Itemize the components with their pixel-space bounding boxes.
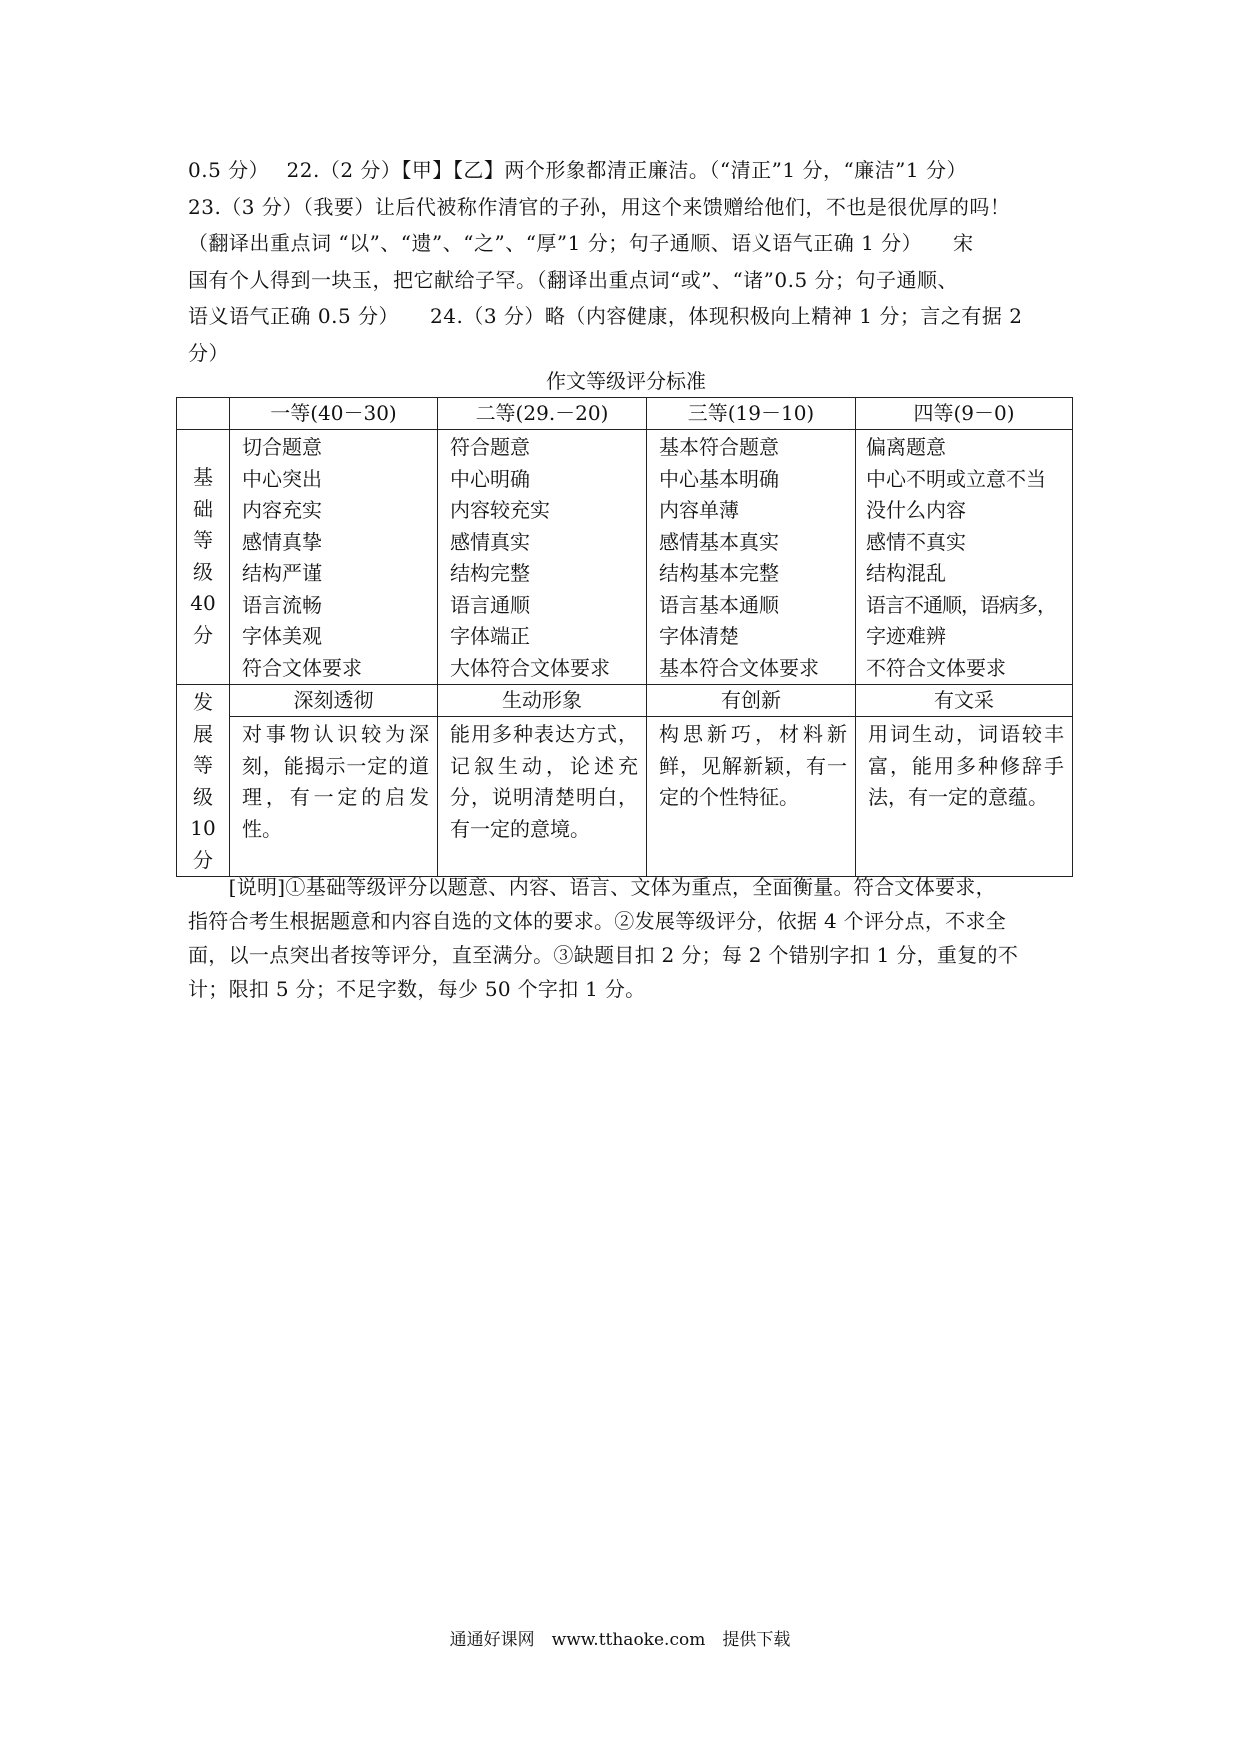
criterion-item: 内容单薄 (659, 498, 739, 522)
basic-cell-grade-4 (856, 430, 1073, 685)
label-char: 级 (193, 559, 213, 584)
basic-cell-grade-2 (438, 430, 647, 685)
note-line: 指符合考生根据题意和内容自选的文体的要求。②发展等级评分，依据 4 个评分点，不求全 (188, 909, 1007, 933)
development-text-1: 对事物认识较为深刻，能揭示一定的道理，有一定的启发性。 (230, 717, 438, 877)
criterion-item: 感情真实 (450, 529, 530, 554)
label-char: 展 (193, 721, 213, 746)
criterion-item: 感情基本真实 (659, 529, 779, 554)
criterion-item: 语言通顺 (450, 592, 530, 617)
label-char: 分 (193, 622, 213, 647)
table-title: 作文等级评分标准 (546, 369, 706, 393)
criterion-item: 内容充实 (242, 498, 322, 522)
criterion-item: 语言不通顺，语病多， (866, 592, 1056, 617)
basic-level-row (177, 430, 1073, 685)
development-text-4: 用词生动，词语较丰富，能用多种修辞手法，有一定的意蕴。 (856, 717, 1073, 877)
grading-table (176, 397, 1073, 877)
header-cell-empty (177, 398, 230, 430)
basic-cell-grade-3 (647, 430, 856, 685)
criterion-item: 基本符合文体要求 (659, 655, 819, 680)
header-cell-grade-3: 三等(19－10) (647, 398, 856, 430)
development-header-2: 生动形象 (438, 685, 647, 717)
note-line: 面，以一点突出者按等评分，直至满分。③缺题目扣 2 分；每 2 个错别字扣 1 分，重复的不 (188, 943, 1019, 967)
criterion-item: 没什么内容 (866, 498, 966, 522)
answer-line: 国有个人得到一块玉，把它献给子罕。（翻译出重点词“或”、“诸”0.5 分；句子通顺、 (188, 267, 959, 292)
criterion-item: 字体端正 (450, 624, 530, 648)
criterion-item: 大体符合文体要求 (450, 655, 610, 680)
criterion-item: 中心不明或立意不当 (866, 466, 1046, 491)
table-header-row (177, 398, 1073, 430)
development-header-4: 有文采 (856, 685, 1073, 717)
answer-line: 语义语气正确 0.5 分） 24.（3 分）略（内容健康，体现积极向上精神 1 分；言之有据 2 (188, 304, 1023, 328)
label-char: 基 (193, 465, 213, 489)
criterion-item: 语言基本通顺 (659, 592, 779, 617)
criterion-item: 字体清楚 (659, 624, 739, 648)
label-char: 40 (190, 591, 216, 615)
criterion-item: 不符合文体要求 (866, 655, 1006, 680)
criterion-item: 结构基本完整 (659, 561, 779, 585)
criterion-item: 字体美观 (242, 624, 322, 648)
criterion-item: 中心突出 (242, 466, 322, 491)
answer-paragraph (188, 152, 1068, 371)
label-char: 等 (193, 753, 213, 777)
answer-line: 分） (188, 340, 229, 365)
criterion-item: 中心基本明确 (659, 466, 779, 491)
criterion-item: 符合题意 (450, 435, 530, 459)
note-line: [说明]①基础等级评分以题意、内容、语言、文体为重点，全面衡量。符合文体要求， (188, 875, 996, 899)
criterion-item: 中心明确 (450, 466, 530, 491)
development-header-3: 有创新 (647, 685, 856, 717)
criterion-item: 切合题意 (242, 435, 322, 459)
criterion-item: 感情不真实 (866, 529, 966, 554)
development-text-3: 构思新巧，材料新鲜，见解新颖，有一定的个性特征。 (647, 717, 856, 877)
header-cell-grade-4: 四等(9－0) (856, 398, 1073, 430)
criterion-item: 偏离题意 (866, 435, 946, 459)
criterion-item: 符合文体要求 (242, 655, 362, 680)
scoring-note (188, 870, 1068, 1006)
answer-line: 23.（3 分）（我要）让后代被称作清官的子孙，用这个来馈赠给他们，不也是很优厚的吗！ (188, 194, 1011, 219)
header-cell-grade-1: 一等(40－30) (230, 398, 438, 430)
note-line: 计；限扣 5 分；不足字数，每少 50 个字扣 1 分。 (188, 977, 646, 1001)
development-text-row (177, 717, 1073, 877)
criterion-item: 字迹难辨 (866, 624, 946, 648)
label-char: 等 (193, 528, 213, 552)
development-header-row (177, 685, 1073, 717)
criterion-item: 基本符合题意 (659, 435, 779, 459)
label-char: 分 (193, 847, 213, 872)
page-footer: 通通好课网 www.tthaoke.com 提供下载 (449, 1630, 791, 1650)
criterion-item: 感情真挚 (242, 529, 322, 554)
development-level-label (177, 685, 230, 877)
development-text-2: 能用多种表达方式，记叙生动，论述充分，说明清楚明白，有一定的意境。 (438, 717, 647, 877)
criterion-item: 结构混乱 (866, 561, 946, 585)
header-cell-grade-2: 二等(29.－20) (438, 398, 647, 430)
basic-level-label (177, 430, 230, 685)
label-char: 础 (193, 496, 213, 521)
answer-line: （翻译出重点词 “以”、“遗”、“之”、“厚”1 分；句子通顺、语义语气正确 1 分） 宋 (188, 231, 974, 255)
answer-line: 0.5 分） 22.（2 分）【甲】【乙】两个形象都清正廉洁。（“清正”1 分，“廉洁”1 分） (188, 158, 967, 182)
criterion-item: 语言流畅 (242, 592, 322, 617)
criterion-item: 结构完整 (450, 561, 530, 585)
label-char: 级 (193, 784, 213, 809)
label-char: 10 (190, 816, 216, 840)
label-char: 发 (193, 690, 213, 714)
criterion-item: 内容较充实 (450, 498, 550, 522)
basic-cell-grade-1 (230, 430, 438, 685)
criterion-item: 结构严谨 (242, 561, 322, 585)
development-header-1: 深刻透彻 (230, 685, 438, 717)
